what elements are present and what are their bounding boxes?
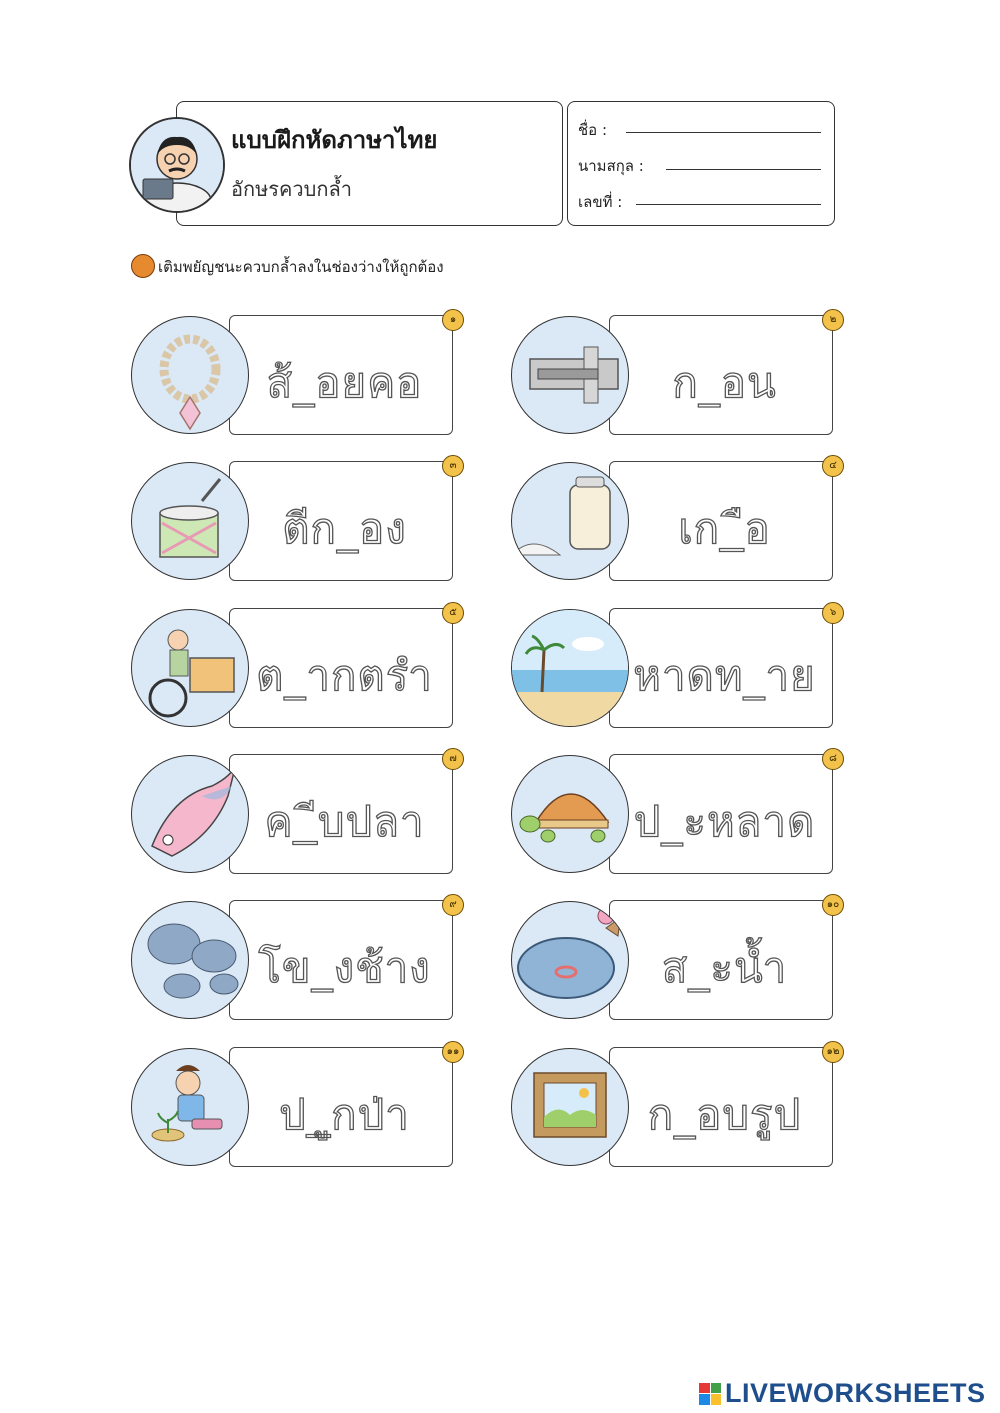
exercise-word[interactable]: ก_อบรูป bbox=[647, 1090, 802, 1139]
pencil-bullet-icon bbox=[131, 254, 155, 278]
pool-icon bbox=[511, 901, 629, 1019]
exercise-number: ๕ bbox=[442, 602, 464, 624]
exercise-word[interactable]: โข_งช้าง bbox=[258, 943, 431, 992]
exercise-word[interactable]: ส_ะน้ำ bbox=[661, 943, 788, 992]
exercise-word[interactable]: ค_ีบปลา bbox=[264, 797, 425, 846]
turtle-icon bbox=[511, 755, 629, 873]
number-label: เลขที่ : bbox=[578, 193, 623, 211]
name-label: ชื่อ : bbox=[578, 121, 608, 139]
liveworksheets-brand: LIVEWORKSHEETS bbox=[725, 1378, 986, 1408]
vendor-tricycle-icon bbox=[131, 609, 249, 727]
number-field[interactable] bbox=[636, 204, 821, 205]
exercise-word[interactable]: ป_ะหลาด bbox=[633, 797, 816, 846]
elephants-icon bbox=[131, 901, 249, 1019]
liveworksheets-badge-icon bbox=[699, 1383, 721, 1405]
exercise-word[interactable]: ป_ูกป่า bbox=[279, 1090, 410, 1139]
necklace-icon bbox=[131, 316, 249, 434]
picture-frame-icon bbox=[511, 1048, 629, 1166]
exercise-number: ๙ bbox=[442, 894, 464, 916]
surname-field[interactable] bbox=[666, 169, 821, 170]
exercise-word[interactable]: ก_อน bbox=[672, 358, 777, 407]
page-title: แบบฝึกหัดภาษาไทย bbox=[231, 126, 438, 154]
liveworksheets-logo[interactable] bbox=[699, 1378, 986, 1409]
surname-label: นามสกุล : bbox=[578, 157, 644, 175]
exercise-number: ๑๐ bbox=[822, 894, 844, 916]
exercise-number: ๑ bbox=[442, 309, 464, 331]
exercise-number: ๖ bbox=[822, 602, 844, 624]
beach-icon bbox=[511, 609, 629, 727]
exercise-word[interactable]: ตีก_อง bbox=[282, 504, 407, 553]
instruction-text: เติมพยัญชนะควบกล้ำลงในช่องว่างให้ถูกต้อง bbox=[158, 258, 444, 276]
page-subtitle: อักษรควบกล้ำ bbox=[231, 177, 352, 201]
door-bolt-icon bbox=[511, 316, 629, 434]
teacher-avatar-icon bbox=[129, 117, 225, 213]
fish-icon bbox=[131, 755, 249, 873]
drum-icon bbox=[131, 462, 249, 580]
exercise-word[interactable]: หาดท_าย bbox=[633, 651, 816, 700]
exercise-number: ๓ bbox=[442, 455, 464, 477]
exercise-number: ๑๑ bbox=[442, 1041, 464, 1063]
planting-child-icon bbox=[131, 1048, 249, 1166]
exercise-word[interactable]: ส้_อยคอ bbox=[266, 358, 423, 407]
exercise-number: ๑๒ bbox=[822, 1041, 844, 1063]
exercise-number: ๒ bbox=[822, 309, 844, 331]
exercise-word[interactable]: เก_ือ bbox=[678, 504, 771, 553]
exercise-number: ๔ bbox=[822, 455, 844, 477]
name-field[interactable] bbox=[626, 132, 821, 133]
student-info-box bbox=[567, 101, 835, 226]
exercise-number: ๘ bbox=[822, 748, 844, 770]
exercise-number: ๗ bbox=[442, 748, 464, 770]
exercise-word[interactable]: ต_ากตรำ bbox=[256, 651, 433, 700]
salt-jar-icon bbox=[511, 462, 629, 580]
